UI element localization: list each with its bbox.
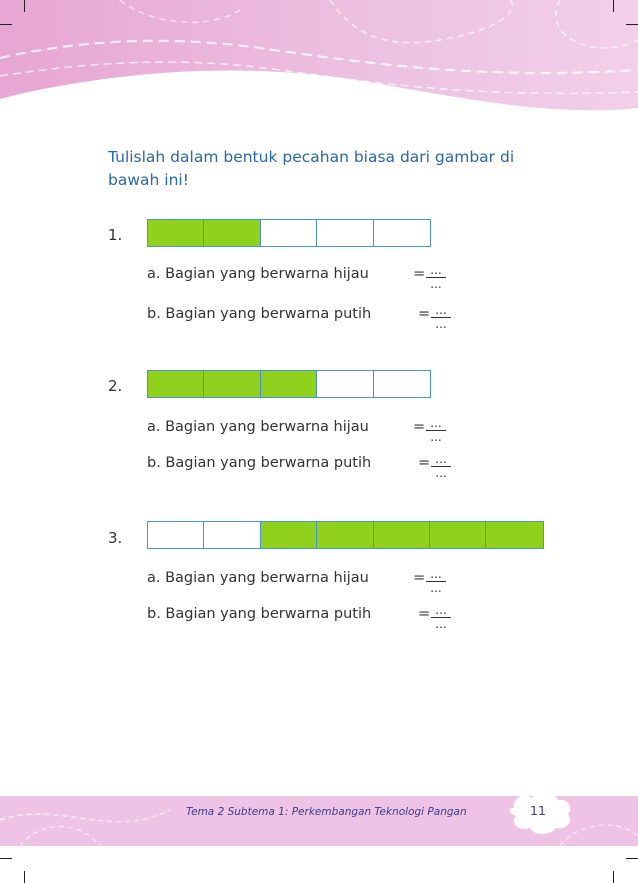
question-b-label: b. Bagian yang berwarna putih [147,306,372,322]
fraction-denominator: ... [430,430,442,444]
instruction-text: Tulislah dalam bentuk pecahan biasa dari gambar di bawah ini! [108,148,515,189]
green-cell [148,220,204,246]
crop-mark [0,24,12,25]
fraction-denominator: ... [435,317,447,331]
equals-sign: = [413,419,426,435]
fraction-bar [147,370,431,398]
fraction-denominator: ... [430,277,442,291]
crop-mark [626,24,638,25]
crop-mark [613,871,614,883]
problem-number: 2. [108,377,123,395]
green-cell [204,371,260,397]
question-b-label: b. Bagian yang berwarna putih [147,606,372,622]
header-decoration [0,0,638,150]
fraction-denominator: ... [435,617,447,631]
white-cell [148,522,204,548]
fraction-numerator: ... [430,416,442,430]
crop-mark [626,858,638,859]
green-cell [486,522,542,548]
equals-sign: = [413,266,426,282]
footer-text: Tema 2 Subtema 1: Perkembangan Teknologi Pangan [186,806,467,818]
green-cell [430,522,486,548]
white-cell [317,371,373,397]
fraction-answer [431,604,451,630]
crop-mark [613,0,614,12]
fraction-denominator: ... [430,581,442,595]
question-a-label: a. Bagian yang berwarna hijau [147,266,369,282]
problem-number: 1. [108,226,123,244]
green-cell [148,371,204,397]
crop-mark [0,858,12,859]
white-cell [261,220,317,246]
fraction-bar [147,219,431,247]
fraction-bar [147,521,544,549]
fraction-numerator: ... [435,452,447,466]
problem-number: 3. [108,529,123,547]
fraction-numerator: ... [430,567,442,581]
equals-sign: = [418,455,431,471]
footer-band [0,790,638,850]
white-cell [317,220,373,246]
green-cell [374,522,430,548]
crop-mark [24,0,25,12]
green-cell [261,371,317,397]
white-cell [374,371,430,397]
green-cell [204,220,260,246]
white-cell [204,522,260,548]
question-b-label: b. Bagian yang berwarna putih [147,455,372,471]
fraction-answer [431,453,451,479]
fraction-denominator: ... [435,466,447,480]
fraction-numerator: ... [435,303,447,317]
page-number: 11 [530,803,546,818]
fraction-numerator: ... [430,263,442,277]
white-cell [374,220,430,246]
equals-sign: = [418,306,431,322]
fraction-answer [426,568,446,594]
fraction-answer [426,264,446,290]
equals-sign: = [418,606,431,622]
equals-sign: = [413,570,426,586]
question-a-label: a. Bagian yang berwarna hijau [147,570,369,586]
question-a-label: a. Bagian yang berwarna hijau [147,419,369,435]
fraction-answer [426,417,446,443]
fraction-numerator: ... [435,603,447,617]
green-cell [261,522,317,548]
crop-mark [24,871,25,883]
green-cell [317,522,373,548]
fraction-answer [431,304,451,330]
